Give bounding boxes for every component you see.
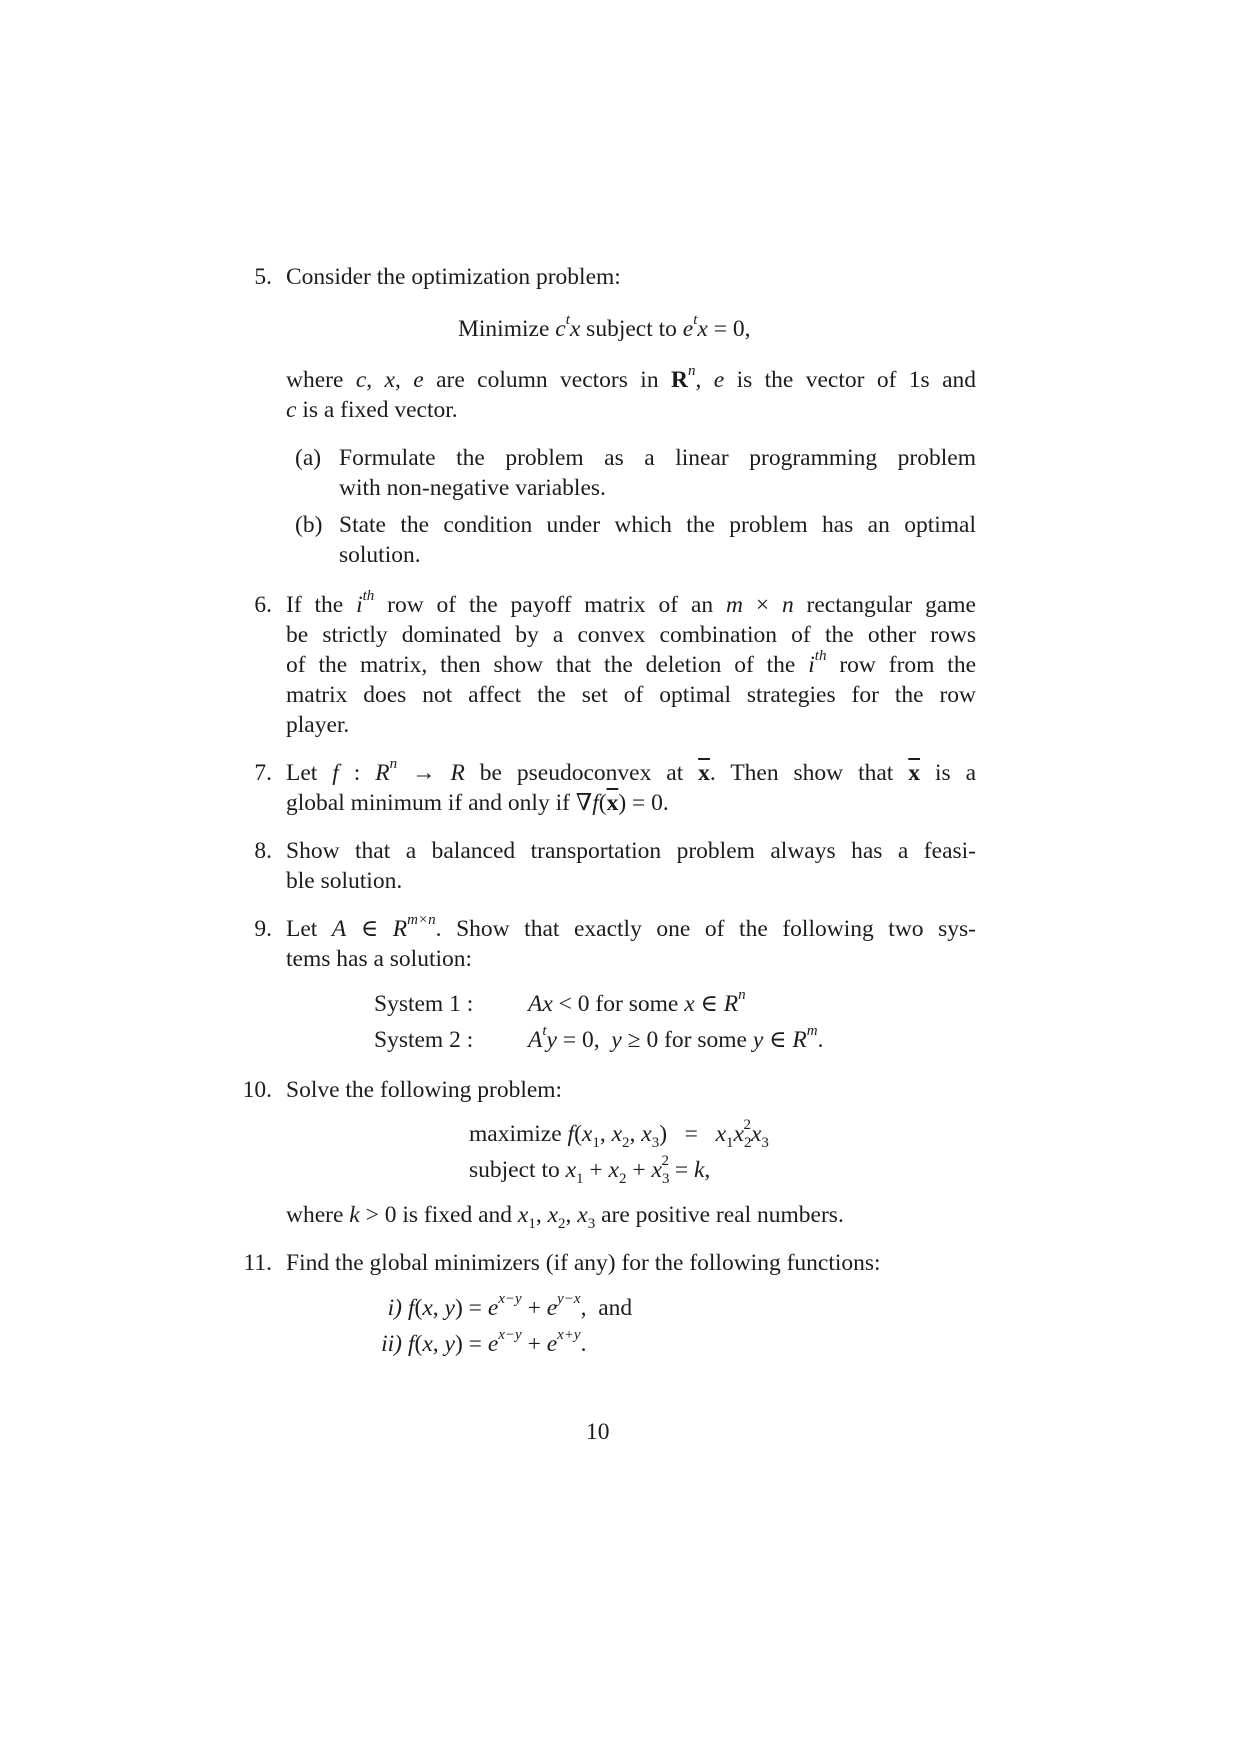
question-10-where: where k > 0 is fixed and $x_1$, $x_2$, $x_3$ are positive real numbers. xyxy=(286,1202,844,1232)
part-a-line-1: Formulate the problem as a linear programming problem xyxy=(339,445,976,471)
question-number: 6. xyxy=(254,592,272,618)
question-11-item-i: f(x, $y) = e^{x-y} + e^{y-x}$, and xyxy=(408,1291,633,1321)
question-5-where-line-1: where c, x, e are column vectors in $R^n$, e is the vector of 1s and xyxy=(286,363,977,393)
question-9-line-1: Let A ∈ $R^{m\times n}$. Show that exactly one of the following two sys- xyxy=(286,912,976,942)
question-7-line-1: Let f : $R^n \to R$ be pseudoconvex at $\overline{x}$. Then show that $\overline{x}$ is a xyxy=(286,756,977,786)
question-10-intro: Solve the following problem: xyxy=(286,1077,563,1103)
question-5-display-equation xyxy=(458,314,750,344)
question-number: 8. xyxy=(254,838,272,864)
question-number: 11. xyxy=(243,1250,272,1276)
part-a-line-2: with non-negative variables. xyxy=(339,475,606,501)
question-7-line-2: global minimum if and only if $\nabla f(\overline{x}) = 0$. xyxy=(286,790,669,816)
question-8-line-1: Show that a balanced transportation problem always has a feasi- xyxy=(286,838,976,864)
system-label: System 2 : xyxy=(374,1027,474,1053)
question-10-objective: maximize $f(x_1$, $x_2$, $x_3) = x_1x_2^2x_3$ xyxy=(469,1117,769,1151)
system-label: System 1 : xyxy=(374,991,474,1017)
question-6-line-5: player. xyxy=(286,712,350,738)
part-b-line-1: State the condition under which the problem has an optimal xyxy=(339,512,976,538)
equation-text: Minimize $c^tx$ subject to $e^tx = 0$, xyxy=(458,312,751,342)
question-number: 5. xyxy=(254,264,272,290)
item-label: i) xyxy=(387,1295,402,1321)
question-8-line-2: ble solution. xyxy=(286,868,403,894)
system-2-expression: $A^ty = 0$, y ≥ 0 for some y ∈ $R^m$. xyxy=(528,1023,824,1053)
page-number: 10 xyxy=(586,1419,610,1445)
part-label: (a) xyxy=(295,445,322,471)
question-11-intro: Find the global minimizers (if any) for the following functions: xyxy=(286,1250,881,1276)
question-6-line-3: of the matrix, then show that the deletion of the $i^{th}$ row from the xyxy=(286,648,977,678)
question-5-where-line-2: c is a fixed vector. xyxy=(286,397,458,423)
system-1-expression: Ax < 0 for some x ∈ $R^n$ xyxy=(528,987,746,1017)
question-6-line-1: If the $i^{th}$ row of the payoff matrix of an m × n rectangular game xyxy=(286,588,976,618)
question-5-intro: Consider the optimization problem: xyxy=(286,264,621,290)
question-9-line-2: tems has a solution: xyxy=(286,946,473,972)
part-label: (b) xyxy=(295,512,323,538)
question-6-line-4: matrix does not affect the set of optimal strategies for the row xyxy=(286,682,976,708)
question-6-line-2: be strictly dominated by a convex combination of the other rows xyxy=(286,622,976,648)
question-number: 10. xyxy=(242,1077,272,1103)
question-number: 9. xyxy=(254,916,272,942)
question-10-constraint: subject to $x_1 + x_2 + x_3^2 = k$, xyxy=(469,1153,711,1187)
question-11-item-ii: f(x, $y) = e^{x-y} + e^{x+y}$. xyxy=(408,1327,587,1357)
item-label: ii) xyxy=(381,1331,402,1357)
question-number: 7. xyxy=(254,760,272,786)
part-b-line-2: solution. xyxy=(339,542,421,568)
